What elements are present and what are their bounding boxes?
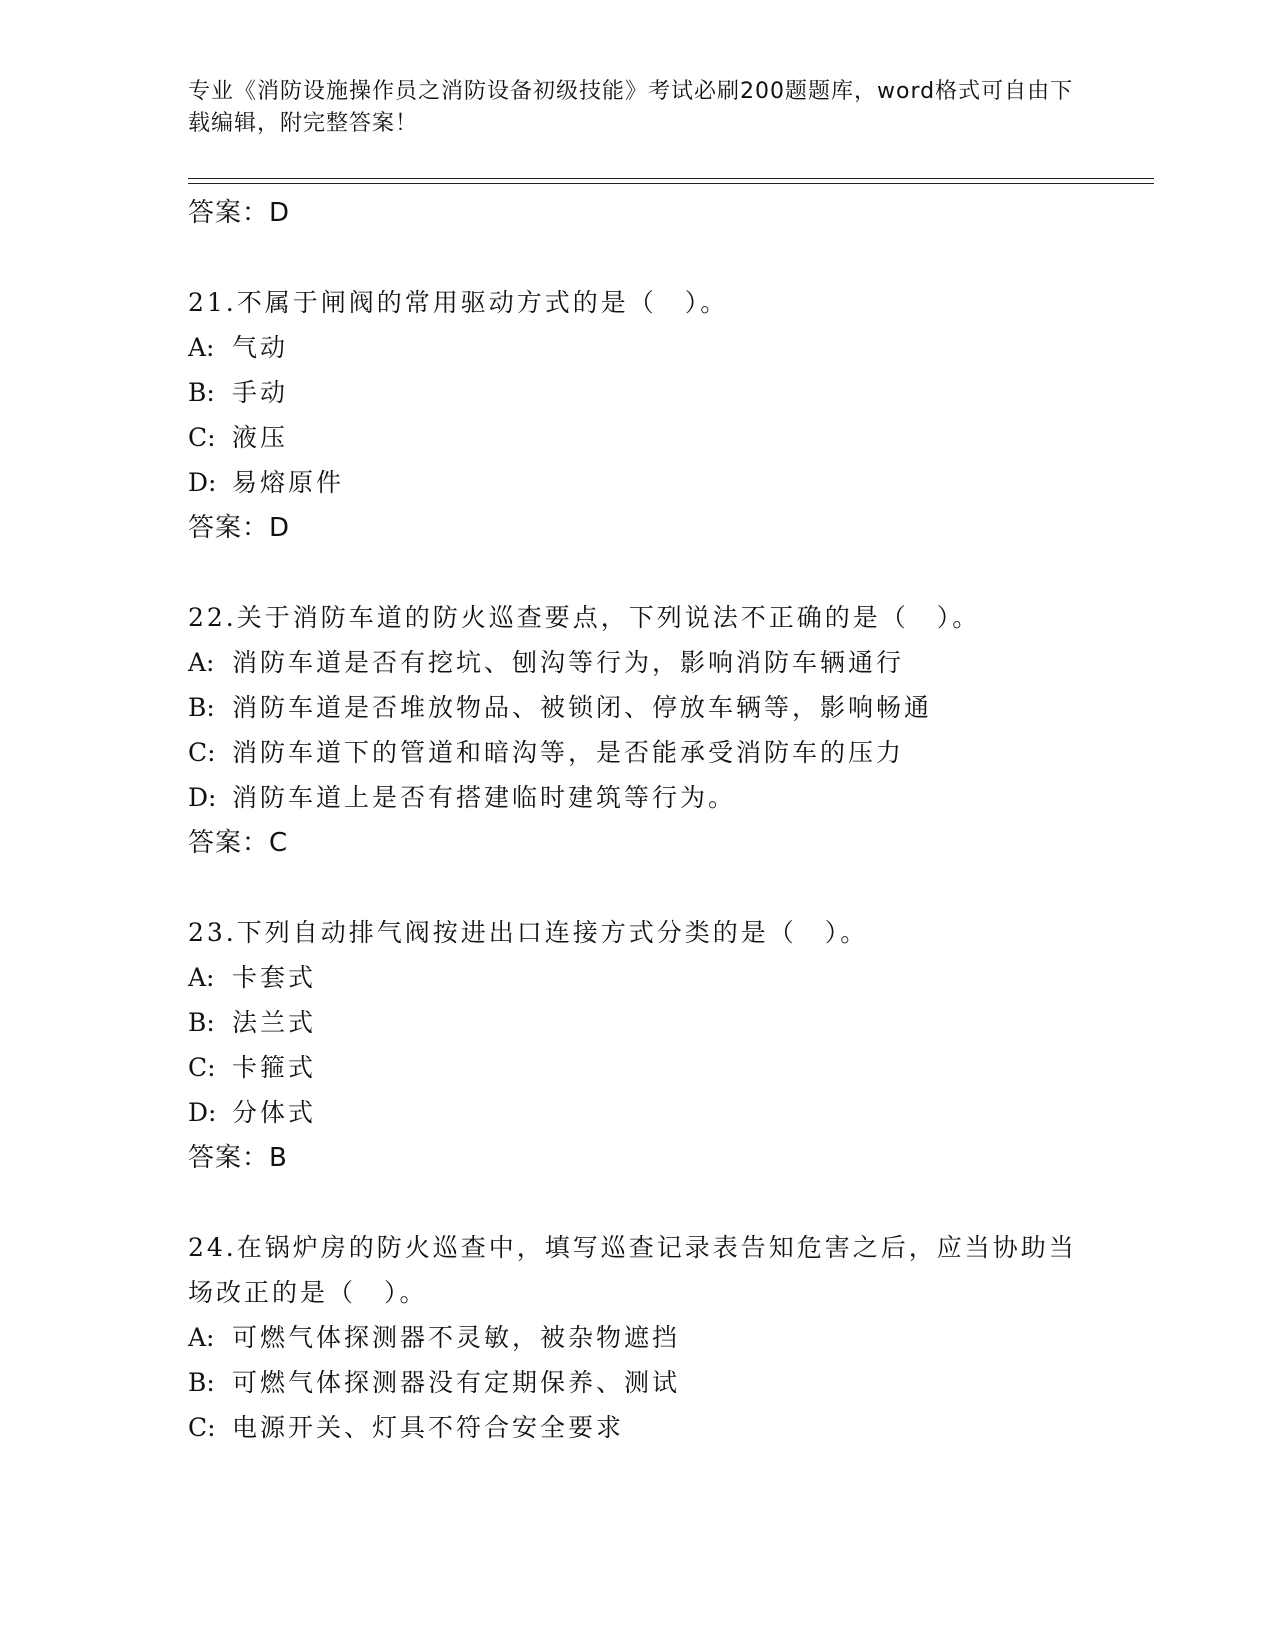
option-c	[188, 1405, 1088, 1450]
option-c	[188, 1045, 1088, 1090]
option-text: 法兰式	[232, 1008, 317, 1037]
question-text: 23.下列自动排气阀按进出口连接方式分类的是（ ）。	[188, 918, 869, 947]
option-b	[188, 370, 1088, 415]
question-21	[188, 280, 1088, 551]
option-key: C:	[188, 423, 216, 452]
question-24	[188, 1225, 1088, 1450]
option-key: D:	[188, 1098, 217, 1127]
option-text: 液压	[232, 423, 289, 452]
answer-line: 答案：C	[188, 828, 289, 858]
option-c	[188, 415, 1088, 460]
option-text: 气动	[232, 333, 289, 362]
question-text: 21.不属于闸阀的常用驱动方式的是（ ）。	[188, 288, 729, 317]
option-key: A:	[188, 648, 215, 677]
option-key: B:	[188, 378, 215, 407]
option-key: D:	[188, 783, 217, 812]
question-content	[188, 190, 1088, 1450]
option-key: A:	[188, 333, 215, 362]
answer-line: 答案：B	[188, 1143, 288, 1173]
option-key: A:	[188, 1323, 215, 1352]
header-divider-bottom	[188, 183, 1154, 184]
option-text: 可燃气体探测器不灵敏，被杂物遮挡	[232, 1323, 681, 1352]
option-key: B:	[188, 1368, 215, 1397]
question-23	[188, 910, 1088, 1181]
question-text: 24.在锅炉房的防火巡查中，填写巡查记录表告知危害之后，应当协助当场改正的是（ ）。	[188, 1233, 1077, 1307]
option-a	[188, 640, 1088, 685]
option-key: C:	[188, 1413, 216, 1442]
option-text: 分体式	[232, 1098, 317, 1127]
option-d	[188, 775, 1088, 820]
document-header: 专业《消防设施操作员之消防设备初级技能》考试必刷200题题库，word格式可自由下载编辑，附完整答案！	[188, 79, 1074, 136]
option-d	[188, 1090, 1088, 1135]
option-key: A:	[188, 963, 215, 992]
option-key: D:	[188, 468, 217, 497]
option-text: 消防车道是否堆放物品、被锁闭、停放车辆等，影响畅通	[232, 693, 933, 722]
header-divider-top	[188, 178, 1154, 179]
option-a	[188, 1315, 1088, 1360]
option-key: C:	[188, 1053, 216, 1082]
question-22	[188, 595, 1088, 866]
option-d	[188, 460, 1088, 505]
option-a	[188, 955, 1088, 1000]
option-text: 易熔原件	[232, 468, 345, 497]
option-a	[188, 325, 1088, 370]
option-text: 消防车道上是否有搭建临时建筑等行为。	[232, 783, 737, 812]
option-text: 电源开关、灯具不符合安全要求	[232, 1413, 625, 1442]
answer-line: 答案：D	[188, 198, 291, 228]
option-text: 可燃气体探测器没有定期保养、测试	[232, 1368, 681, 1397]
option-b	[188, 685, 1088, 730]
option-text: 消防车道是否有挖坑、刨沟等行为，影响消防车辆通行	[232, 648, 905, 677]
option-key: B:	[188, 1008, 215, 1037]
option-b	[188, 1360, 1088, 1405]
option-text: 手动	[232, 378, 289, 407]
question-text: 22.关于消防车道的防火巡查要点，下列说法不正确的是（ ）。	[188, 603, 981, 632]
option-text: 消防车道下的管道和暗沟等，是否能承受消防车的压力	[232, 738, 905, 767]
option-key: B:	[188, 693, 215, 722]
option-b	[188, 1000, 1088, 1045]
option-text: 卡套式	[232, 963, 317, 992]
answer-line: 答案：D	[188, 513, 291, 543]
option-text: 卡箍式	[232, 1053, 317, 1082]
option-c	[188, 730, 1088, 775]
option-key: C:	[188, 738, 216, 767]
